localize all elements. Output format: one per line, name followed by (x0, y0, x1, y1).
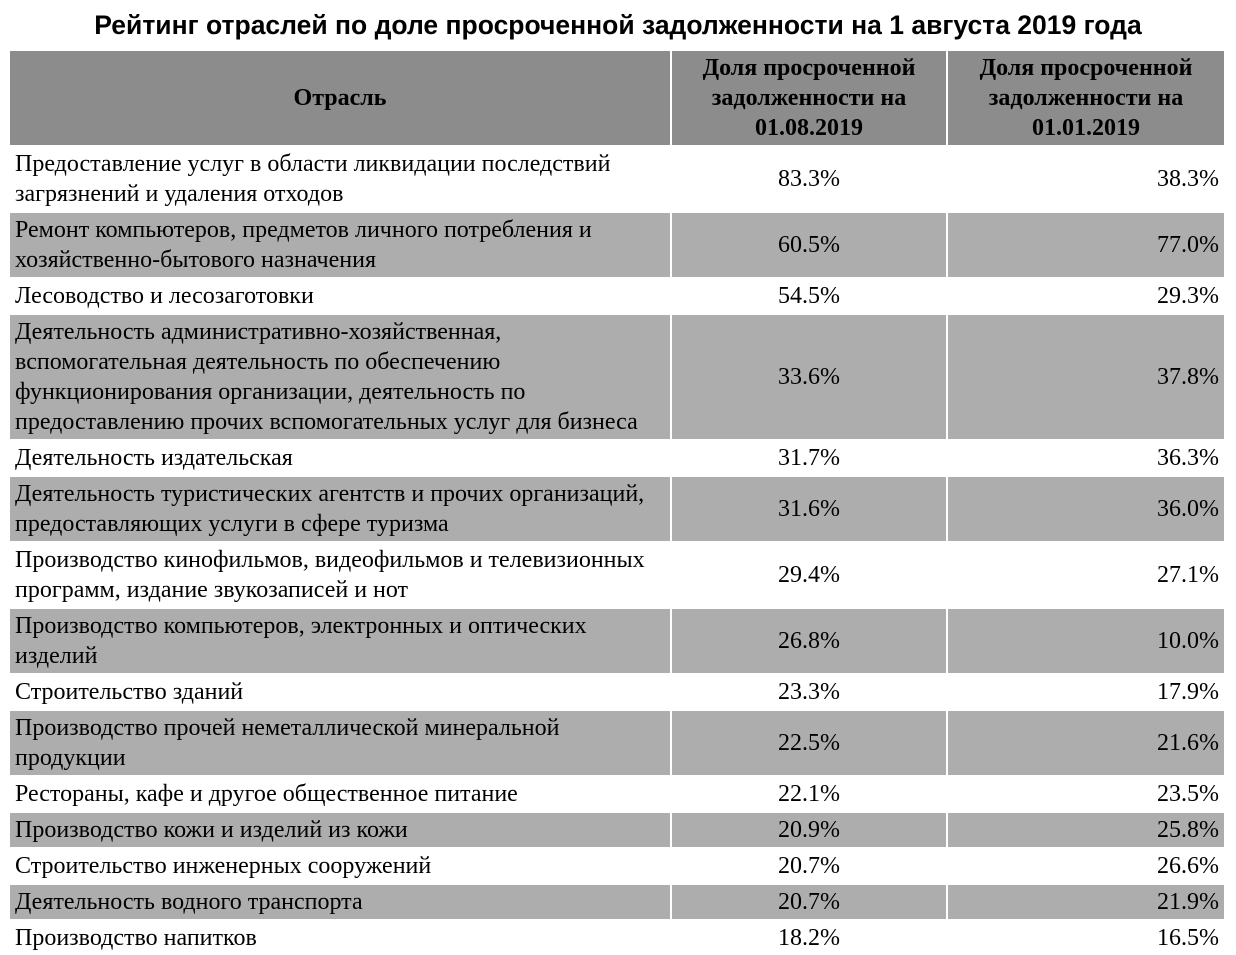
table-row (10, 775, 1224, 811)
industry-cell: Лесоводство и лесозаготовки (10, 277, 670, 313)
share-2019-01-cell: 36.0% (946, 475, 1224, 541)
table-row (10, 277, 1224, 313)
table-row (10, 811, 1224, 847)
share-2019-08-cell: 20.9% (670, 811, 946, 847)
share-2019-08-cell: 31.7% (670, 439, 946, 475)
share-2019-01-cell: 16.5% (946, 919, 1224, 955)
share-2019-08-cell: 22.1% (670, 775, 946, 811)
industry-cell: Производство компьютеров, электронных и оптических изделий (10, 607, 670, 673)
column-header-industry: Отрасль (10, 51, 670, 145)
industry-cell: Деятельность издательская (10, 439, 670, 475)
rating-table (10, 51, 1224, 955)
share-2019-01-cell: 26.6% (946, 847, 1224, 883)
industry-cell: Производство кожи и изделий из кожи (10, 811, 670, 847)
share-2019-08-cell: 60.5% (670, 211, 946, 277)
industry-cell: Производство кинофильмов, видеофильмов и телевизионных программ, издание звукозаписей и нот (10, 541, 670, 607)
table-row (10, 847, 1224, 883)
table-header-row (10, 51, 1224, 145)
industry-cell: Деятельность туристических агентств и прочих организаций, предоставляющих услуги в сфере туризма (10, 475, 670, 541)
table-row (10, 439, 1224, 475)
table-row (10, 211, 1224, 277)
share-2019-08-cell: 20.7% (670, 883, 946, 919)
industry-cell: Строительство зданий (10, 673, 670, 709)
industry-cell: Строительство инженерных сооружений (10, 847, 670, 883)
table-row (10, 919, 1224, 955)
share-2019-08-cell: 31.6% (670, 475, 946, 541)
share-2019-08-cell: 83.3% (670, 145, 946, 211)
column-header-share-2019-08: Доля просроченной задолженности на 01.08.2019 (670, 51, 946, 145)
industry-cell: Деятельность водного транспорта (10, 883, 670, 919)
share-2019-01-cell: 21.6% (946, 709, 1224, 775)
table-row (10, 883, 1224, 919)
share-2019-01-cell: 36.3% (946, 439, 1224, 475)
share-2019-08-cell: 54.5% (670, 277, 946, 313)
page-title: Рейтинг отраслей по доле просроченной задолженности на 1 августа 2019 года (94, 10, 1142, 40)
table-row (10, 313, 1224, 439)
share-2019-08-cell: 26.8% (670, 607, 946, 673)
share-2019-01-cell: 37.8% (946, 313, 1224, 439)
share-2019-01-cell: 27.1% (946, 541, 1224, 607)
industry-cell: Производство напитков (10, 919, 670, 955)
industry-cell: Деятельность административно-хозяйственная, вспомогательная деятельность по обеспечению функционирования организации, деятельность по предоставлению прочих вспомогательных услуг для бизнеса (10, 313, 670, 439)
table-row (10, 607, 1224, 673)
share-2019-08-cell: 22.5% (670, 709, 946, 775)
share-2019-01-cell: 38.3% (946, 145, 1224, 211)
industry-cell: Рестораны, кафе и другое общественное питание (10, 775, 670, 811)
share-2019-01-cell: 25.8% (946, 811, 1224, 847)
share-2019-08-cell: 23.3% (670, 673, 946, 709)
industry-cell: Предоставление услуг в области ликвидации последствий загрязнений и удаления отходов (10, 145, 670, 211)
share-2019-08-cell: 18.2% (670, 919, 946, 955)
table-row (10, 145, 1224, 211)
industry-cell: Ремонт компьютеров, предметов личного потребления и хозяйственно-бытового назначения (10, 211, 670, 277)
table-row (10, 673, 1224, 709)
table-row (10, 709, 1224, 775)
share-2019-01-cell: 21.9% (946, 883, 1224, 919)
share-2019-08-cell: 29.4% (670, 541, 946, 607)
share-2019-01-cell: 77.0% (946, 211, 1224, 277)
table-body (10, 145, 1224, 955)
share-2019-08-cell: 33.6% (670, 313, 946, 439)
industry-cell: Производство прочей неметаллической минеральной продукции (10, 709, 670, 775)
share-2019-01-cell: 23.5% (946, 775, 1224, 811)
column-header-share-2019-01: Доля просроченной задолженности на 01.01.2019 (946, 51, 1224, 145)
share-2019-01-cell: 29.3% (946, 277, 1224, 313)
share-2019-01-cell: 17.9% (946, 673, 1224, 709)
table-row (10, 541, 1224, 607)
share-2019-08-cell: 20.7% (670, 847, 946, 883)
table-row (10, 475, 1224, 541)
share-2019-01-cell: 10.0% (946, 607, 1224, 673)
